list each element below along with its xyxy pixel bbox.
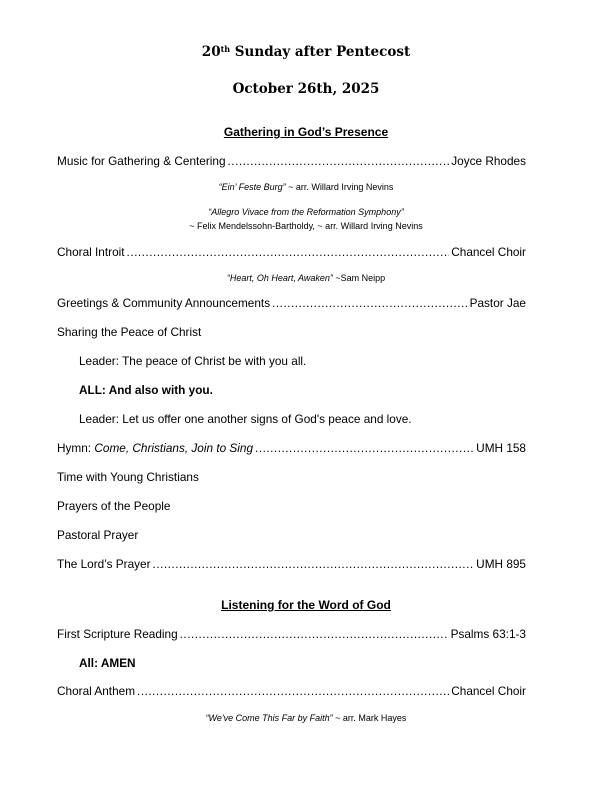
order-item-pastoral: Pastoral Prayer xyxy=(57,528,139,542)
hymn-title: Come, Christians, Join to Sing xyxy=(94,441,254,455)
litany-leader-1: Leader: The peace of Christ be with you all. xyxy=(79,354,307,368)
title-text: Sunday after Pentecost xyxy=(230,44,411,60)
piece-title: “Heart, Oh Heart, Awaken” xyxy=(226,273,333,283)
response-amen: All: AMEN xyxy=(79,656,136,670)
music-note-2-title xyxy=(0,207,612,217)
leader-dots xyxy=(255,441,474,455)
piece-title: “Allegro Vivace from the Reformation Symphony” xyxy=(208,207,404,217)
leader-dots xyxy=(228,154,450,168)
item-label xyxy=(57,441,253,455)
item-performer: Joyce Rhodes xyxy=(451,154,526,168)
item-label: Greetings & Community Announcements xyxy=(57,296,271,310)
anthem-note xyxy=(0,713,612,723)
item-label: The Lord’s Prayer xyxy=(57,557,151,571)
order-item-young: Time with Young Christians xyxy=(57,470,199,484)
leader-dots xyxy=(180,627,449,641)
title-ordinal: th xyxy=(220,44,231,54)
scripture-reference: Psalms 63:1-3 xyxy=(450,627,526,641)
piece-credit: ~ arr. Willard Irving Nevins xyxy=(285,182,394,192)
item-label: Music for Gathering & Centering xyxy=(57,154,226,168)
hymnal-number: UMH 895 xyxy=(476,557,526,571)
litany-response-all: ALL: And also with you. xyxy=(79,383,213,397)
leader-dots xyxy=(127,245,450,259)
item-leader: Pastor Jae xyxy=(469,296,526,310)
order-item-prayers: Prayers of the People xyxy=(57,499,171,513)
order-item-music xyxy=(57,154,526,168)
litany-leader-2: Leader: Let us offer one another signs of God's peace and love. xyxy=(79,412,412,426)
order-item-hymn xyxy=(57,441,526,455)
section-heading-gathering: Gathering in God’s Presence xyxy=(223,125,389,139)
leader-dots xyxy=(137,684,449,698)
piece-title: “We've Come This Far by Faith” xyxy=(205,713,333,723)
order-item-lords-prayer xyxy=(57,557,526,571)
item-label: First Scripture Reading xyxy=(57,627,178,641)
section-heading-listening: Listening for the Word of God xyxy=(221,598,391,612)
music-note-2-credit: ~ Felix Mendelssohn-Bartholdy, ~ arr. Willard Irving Nevins xyxy=(189,221,423,231)
service-date: October 26th, 2025 xyxy=(232,81,380,97)
piece-title: “Ein’ Feste Burg” xyxy=(218,182,286,192)
order-item-anthem xyxy=(57,684,526,698)
order-item-scripture xyxy=(57,627,526,641)
page-title xyxy=(0,44,612,60)
item-label: Choral Anthem xyxy=(57,684,136,698)
order-item-peace: Sharing the Peace of Christ xyxy=(57,325,202,339)
leader-dots xyxy=(272,296,467,310)
piece-credit: ~ arr. Mark Hayes xyxy=(332,713,407,723)
leader-dots xyxy=(153,557,475,571)
music-note-1 xyxy=(0,182,612,192)
introit-note xyxy=(0,273,612,283)
hymn-number: UMH 158 xyxy=(476,441,526,455)
piece-credit: ~Sam Neipp xyxy=(332,273,386,283)
order-item-introit xyxy=(57,245,526,259)
title-number: 20 xyxy=(201,44,221,60)
item-performer: Chancel Choir xyxy=(451,245,526,259)
hymn-prefix: Hymn: xyxy=(57,441,95,455)
item-performer: Chancel Choir xyxy=(451,684,526,698)
item-label: Choral Introit xyxy=(57,245,125,259)
order-item-greetings xyxy=(57,296,526,310)
